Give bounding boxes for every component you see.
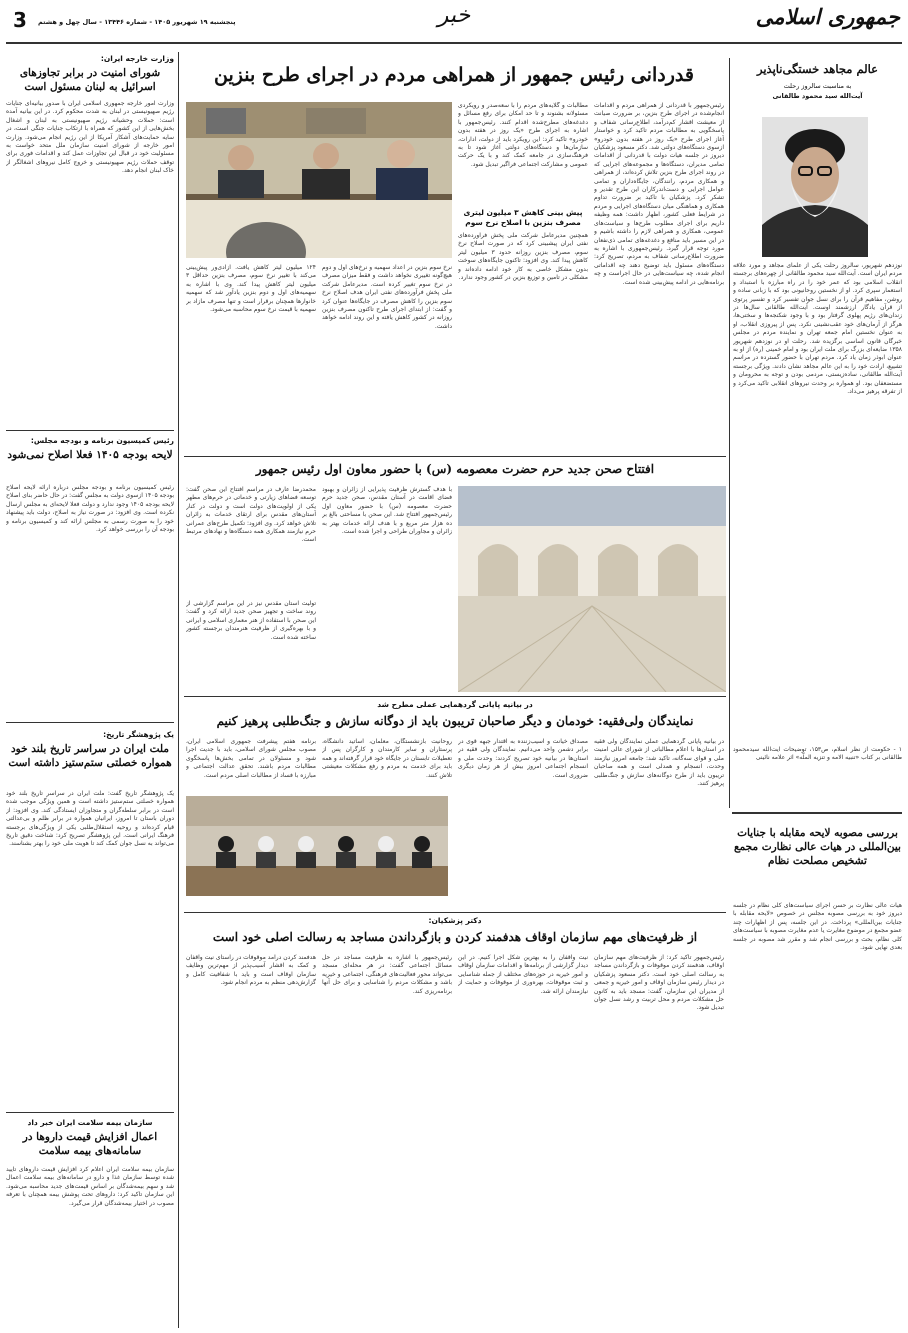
masthead [0,0,908,44]
taleghani-sub1: به مناسبت سالروز رحلت [783,82,852,90]
council-body: هیات عالی نظارت بر حسن اجرای سیاست‌های کلی نظام در جلسه دیروز خود به بررسی مصوبه مجلس در خصوص «لایحه مقابله با جنایات بین‌المللی» پرداخت. در این جلسه، پس از اظهارات چند عضو مجمع در موضوع مغایرت یا عدم مغایرت مصوبه با سیاست‌های کلی نظام، بحث و بررسی انجام شد و مقرر شد مصوبه در جلسه بعدی نهایی شود. [733,902,902,952]
clergy-col-b: مصداق خیانت و آسیب‌زننده به اقتدار جبهه قوی در برابر دشمن واحد می‌دانیم. نمایندگان ولی فقیه در استان‌ها در بیانیه خود تصریح کردند: وحدت ملی و انسجام اجتماعی امروز بیش از هر زمان دیگری ضروری است. [458,738,588,779]
endow-col-a: رئیس‌جمهور تاکید کرد: از ظرفیت‌های مهم سازمان اوقاف، هدفمند کردن موقوفات و بازگرداندن مساجد به رسالت اصلی خود است. دکتر مسعود پزشکیان در دیدار رئیس سازمان اوقاف و امور خیریه و جمعی از مدیران این سازمان، گفت: مسجد باید به کانون حل مشکلات مردم و محل تربیت و رشد نسل جوان تبدیل شود. [594,954,724,1012]
insurance-body: سازمان بیمه سلامت ایران اعلام کرد افزایش قیمت داروهای تایید شده توسط سازمان غذا و دارو در سامانه‌های بیمه سلامت اعمال شد و سهم بیمه‌شدگان بر اساس قیمت‌های جدید محاسبه می‌شود. این سازمان تاکید کرد: داروهای تحت پوشش بیمه همچنان با تعرفه مصوب در اختیار بیمه‌شدگان قرار می‌گیرد. [6,1166,174,1207]
shrine-photo [458,486,726,692]
newspaper-logo: جمهوری اسلامی [755,4,900,29]
budget-headline: لایحه بودجه ۱۴۰۵ فعلا اصلاح نمی‌شود [7,449,173,461]
left-rule-2 [6,722,174,723]
history-headline: ملت ایران در سراسر تاریخ بلند خود همواره خصلتی ستم‌ستیز داشته است [8,743,172,769]
budget-body: رئیس کمیسیون برنامه و بودجه مجلس درباره ارائه لایحه اصلاح بودجه ۱۴۰۵ ازسوی دولت به مجلس گفت: در حال حاضر بنای اصلاح لایحه بودجه ۱۴۰۵ وجود ندارد و دولت فعلا لایحه‌ای به مجلس ارسال نکرده است. وی افزود: در صورت نیاز به اصلاح، دولت باید پیشنهاد خود را به صورت رسمی به مجلس ارائه کند و کمیسیون برنامه و بودجه آن را بررسی خواهد کرد. [6,484,174,534]
council-headline: بررسی مصوبه لایحه مقابله با جنایات بین‌المللی در هیات عالی نظارت مجمع تشخیص مصلحت نظام [734,827,901,867]
page-number: 3 [13,8,27,32]
masthead-rule [6,42,902,44]
clergy-headline: نمایندگان ولی‌فقیه: خودمان و دیگر صاحبان تریبون باید از دوگانه سازش و جنگ‌طلبی پرهیز کنیم [216,714,694,728]
clergy-col-d: برنامه هفتم پیشرفت جمهوری اسلامی ایران، مصوب مجلس شورای اسلامی، باید با جدیت اجرا شود و مسئولان در تمامی بخش‌ها پاسخگوی مطالبات مردم باشند. تحقق عدالت اجتماعی و مبارزه با فساد از مطالبات اصلی مردم است. [186,738,316,779]
clergy-bottom-rule [184,912,726,913]
taleghani-sub2: آیت‌الله سید محمود طالقانی [772,92,863,100]
right-col-border [729,58,730,808]
main-col-a: رئیس‌جمهور با قدردانی از همراهی مردم و اقدامات انجام‌شده در اجرای طرح بنزین، بر ضرورت صیانت از معیشت اقشار کم‌درآمد، اطلاع‌رسانی شفاف و پاسخگویی به مطالبات مردم تاکید کرد و خواستار آغاز اجرای طرح «یک روز در هفته بدون خودرو» ازسوی دستگاه‌های دولتی شد. دکتر مسعود پزشکیان دیروز در جلسه هیات دولت با قدردانی از اقدامات تمامی مدیران، دستگاه‌ها و مجموعه‌های اجرایی که در روند اجرای طرح بنزین تلاش کرده‌اند، از همراهی و همکاری مردم، رانندگان، جایگاه‌داران و تمامی عوامل اجرایی و دست‌اندرکاران این طرح تقدیر و تشکر کرد. پزشکیان با تاکید بر ضرورت تداوم همکاری و هماهنگی میان دستگاه‌های اجرایی و مردم در شرایط فعلی کشور، اظهار داشت: همه وظیفه داریم برای اجرای مطلوب طرح‌ها و سیاست‌های عمومی، همکاری و همراهی لازم را داشته باشیم و در این مسیر باید منافع و دغدغه‌های تمامی ذی‌نفعان مورد توجه قرار گیرد. رئیس‌جمهوری با اشاره به ضرورت اطلاع‌رسانی شفاف به مردم، تصریح کرد: دستگاه‌های مسئول باید توضیح دهند چه اقداماتی انجام شده، چه سیاست‌هایی در حال اجراست و چه برنامه‌هایی در ادامه پیش‌بینی شده است. [594,102,724,286]
endow-headline: از ظرفیت‌های مهم سازمان اوقاف هدفمند کردن و بازگرداندن مساجد به رسالت اصلی خود است [212,930,698,944]
clergy-photo [186,796,448,896]
mofa-kicker: وزارت خارجه ایران: [100,54,174,63]
endow-col-d: هدفمند کردن درآمد موقوفات در راستای نیت واقفان و کمک به اقشار آسیب‌پذیر از مهم‌ترین وظایف سازمان اوقاف است و باید با شفافیت کامل و گزارش‌دهی منظم به مردم انجام شود. [186,954,316,987]
endow-col-c: رئیس‌جمهور با اشاره به ظرفیت مساجد در حل مسائل اجتماعی گفت: در هر محله‌ای مسجد می‌تواند محور فعالیت‌های فرهنگی، اجتماعی و خیریه باشد و مشکلات مردم را شناسایی و برای حل آنها برنامه‌ریزی کند. [322,954,452,995]
clergy-col-a: در بیانیه پایانی گردهمایی عملی نمایندگان ولی فقیه در استان‌ها با اعلام مطالباتی از شورای عالی امنیت ملی و قوای سه‌گانه، تاکید شد: جامعه امروز نیازمند وحدت، انسجام و همدلی است و همه صاحبان تریبون باید از طرح دوگانه‌های سازش و جنگ‌طلبی پرهیز کنند. [594,738,724,788]
insurance-kicker: سازمان بیمه سلامت ایران خبر داد [27,1118,153,1127]
endow-col-b: نیت واقفان را به بهترین شکل اجرا کنیم. در این دیدار گزارشی از برنامه‌ها و اقدامات سازمان اوقاف و امور خیریه در حوزه‌های مختلف از جمله شناسایی و ثبت موقوفات، بهره‌وری از موقوفات و حمایت از نیازمندان ارائه شد. [458,954,588,995]
history-kicker: یک پژوهشگر تاریخ: [103,730,174,739]
main-col-c: نرخ سوم بنزین در اعداد سهمیه و نرخ‌های اول و دوم هیچ‌گونه تغییری نخواهد داشت و فقط میزان مصرف در نرخ سوم تغییر کرده است. مدیرعامل شرکت ملی پخش فرآورده‌های نفتی ایران هدف اصلاح نرخ سوم بنزین را کاهش مصرف در جایگاه‌ها عنوان کرد و گفت: از ابتدای اجرای طرح تاکنون مصرف بنزین روزانه در کشور کاهش یافته و این روند ادامه خواهد داشت. [322,264,452,330]
section-title: خبر [437,3,471,28]
main-bottom-rule [184,456,726,457]
fuel-subhead: پیش بینی کاهش ۳ میلیون لیتری مصرف بنزین با اصلاح نرخ سوم [463,208,583,227]
taleghani-footnote: ۱ - حکومت از نظر اسلام، ص۱۵۳، توضیحات آیت‌الله سیدمحمود طالقانی بر کتاب «تنبیه الامه و تنزیه الملّه» اثر علامه نائینی [733,746,902,762]
shrine-col-c: تولیت آستان مقدس نیز در این مراسم گزارشی از روند ساخت و تجهیز صحن جدید ارائه کرد و گفت: این صحن با استفاده از هنر معماری اسلامی و ایرانی و با بهره‌گیری از ظرفیت هنرمندان برجسته کشور ساخته شده است. [186,600,316,641]
shrine-headline: افتتاح صحن جدید حرم حضرت معصومه (س) با حضور معاون اول رئیس جمهور [255,462,655,476]
main-col-b2: همچنین مدیرعامل شرکت ملی پخش فرآورده‌های نفتی ایران پیشبینی کرد که در صورت اصلاح نرخ سوم، مصرف بنزین روزانه حدود ۳ میلیون لیتر کاهش پیدا کند. وی افزود: تاکنون جایگاه‌های سوخت بدون مشکل خاصی به کار خود ادامه داده‌اند و مشکلی در تامین و توزیع بنزین در کشور وجود ندارد. [458,232,588,282]
taleghani-headline: عالم مجاهد خستگی‌ناپذیر [757,62,878,76]
shrine-bottom-rule [184,696,726,697]
right-box-rule [732,812,902,814]
history-body: یک پژوهشگر تاریخ گفت: ملت ایران در سراسر تاریخ بلند خود همواره خصلتی ستم‌ستیز داشته است و همین ویژگی موجب شده است در برابر سلطه‌گران و متجاوزان ایستادگی کند. وی افزود: از دوران باستان تا امروز، ایرانیان همواره در برابر ظلم و بی‌عدالتی قیام کرده‌اند و روحیه استقلال‌طلبی یکی از ویژگی‌های برجسته فرهنگ ایرانی است. این پژوهشگر تصریح کرد: شناخت دقیق تاریخ می‌تواند به نسل جوان کمک کند تا هویت ملی خود را بهتر بشناسند. [6,790,174,848]
taleghani-portrait [762,117,868,257]
clergy-kicker: در بیانیه پایانی گردهمایی عملی مطرح شد [377,700,533,709]
shrine-col-a: با هدف گسترش ظرفیت پذیرایی از زائران و بهبود فضای اقامت در آستان مقدس، صحن جدید حرم حضرت معصومه (س) با حضور معاون اول رئیس‌جمهور افتتاح شد. این صحن با مساحتی بالغ بر ده هزار متر مربع و با هدف ارائه خدمات بهتر به زائران و مجاوران طراحی و اجرا شده است. [322,486,452,536]
clergy-col-c: روحانیت بازنشستگان، معلمان، اساتید دانشگاه، پرستاران و سایر کارمندان و کارگران پس از تعطیلات تابستان در جایگاه خود قرار گرفته‌اند و همه باید برای خدمت به مردم و رفع مشکلات معیشتی تلاش کنند. [322,738,452,779]
date-line: پنجشنبه ۱۹ شهریور ۱۴۰۵ - شماره ۱۳۴۴۶ - سال چهل و هشتم [38,18,236,26]
taleghani-body: نوزدهم شهریور، سالروز رحلت یکی از علمای مجاهد و مورد علاقه مردم ایران است. آیت‌الله سید محمود طالقانی از چهره‌های برجسته انقلاب اسلامی بود که عمر خود را در راه مبارزه با استبداد و استعمار سپری کرد. او از نخستین روحانیونی بود که با زبانی ساده و روشن، مفاهیم قرآن را برای نسل جوان تفسیر کرد و تفسیر پرتوی از قرآن یادگار ارزشمند اوست. آیت‌الله طالقانی سال‌ها در زندان‌های رژیم پهلوی گرفتار بود و با وجود شکنجه‌ها و سختی‌ها، هرگز از آرمان‌های خود عقب‌نشینی نکرد. پس از پیروزی انقلاب، او به عنوان نخستین امام جمعه تهران و نماینده مردم در مجلس خبرگان قانون اساسی برگزیده شد. رحلت او در نوزدهم شهریور ۱۳۵۸ ضایعه‌ای بزرگ برای ملت ایران بود و امام خمینی (ره) از او به عنوان ابوذر زمان یاد کرد. مردم تهران با حضور گسترده در مراسم تشییع، ارادت خود را به این عالم مجاهد نشان دادند. ویژگی برجسته آیت‌الله طالقانی، ساده‌زیستی، مردمی بودن و توجه به محرومان و مستضعفان بود. او همواره بر وحدت نیروهای انقلابی تاکید می‌کرد و از تفرقه پرهیز می‌داد. [733,262,902,396]
main-col-d: ۱۲۴ میلیون لیتر کاهش یافت. آزادی‌ور پیش‌بینی می‌کند با تغییر نرخ سوم، مصرف بنزین حداقل ۳ میلیون لیتر کاهش پیدا کند. وی با اشاره به سهمیه‌های اول و دوم بنزین یادآور شد که سهمیه خانوارها همچنان برقرار است و تنها مصرف مازاد بر سهمیه با قیمت نرخ سوم محاسبه می‌شود. [186,264,316,314]
mofa-headline: شورای امنیت در برابر تجاوزهای اسرائیل به لبنان مسئول است [19,67,161,93]
left-rule-1 [6,430,174,431]
main-col-b: مطالبات و گلایه‌های مردم را با سعه‌صدر و رویکردی مسئولانه بشنوند و تا حد امکان برای رفع مسائل و دغدغه‌های مطرح‌شده اقدام کنند. رئیس‌جمهور با اشاره به اجرای طرح «یک روز در هفته بدون خودرو» تاکید کرد: این رویکرد باید از دولت، ادارات، سازمان‌ها و دستگاه‌های دولتی آغاز شود تا به فرهنگ‌سازی در جامعه کمک کند و با یک حرکت عمومی و مشارکت اجتماعی فراگیر تبدیل شود. [458,102,588,168]
mofa-body: وزارت امور خارجه جمهوری اسلامی ایران با صدور بیانیه‌ای جنایات رژیم صهیونیستی در لبنان به شدت محکوم کرد. در این بیانیه آمده است: حملات وحشیانه رژیم صهیونیستی به لبنان و اشغال بخش‌هایی از این کشور که همراه با ارتکاب جنایات جنگی است، در سایه حمایت‌های آشکار آمریکا از این رژیم انجام می‌شود. وزارت امور خارجه از شورای امنیت سازمان ملل متحد خواست به مسئولیت خود در قبال این تجاوزات عمل کند و اقدامات فوری برای توقف حملات رژیم صهیونیستی و خروج کامل نیروهای اشغالگر از خاک لبنان انجام دهد. [6,100,174,175]
insurance-headline: اعمال افزایش قیمت داروها در سامانه‌های بیمه سلامت [22,1131,158,1157]
shrine-col-b: محمدرضا عارف در مراسم افتتاح این صحن گفت: توسعه فضاهای زیارتی و خدماتی در حرم‌های مطهر یکی از اولویت‌های دولت است و دولت در کنار آستان‌های مقدس برای ارتقای خدمات به زائران تلاش خواهد کرد. وی افزود: تکمیل طرح‌های عمرانی حرم نیازمند همکاری همه دستگاه‌ها و نهادهای مرتبط است. [186,486,316,544]
main-headline: قدردانی رئیس جمهور از همراهی مردم در اجرای طرح بنزین [214,64,694,86]
endow-kicker: دکتر پزشکیان: [428,916,482,925]
left-rule-3 [6,1112,174,1113]
cabinet-photo [186,102,452,258]
left-col-border [178,52,179,1328]
budget-kicker: رئیس کمیسیون برنامه و بودجه مجلس: [30,436,174,445]
